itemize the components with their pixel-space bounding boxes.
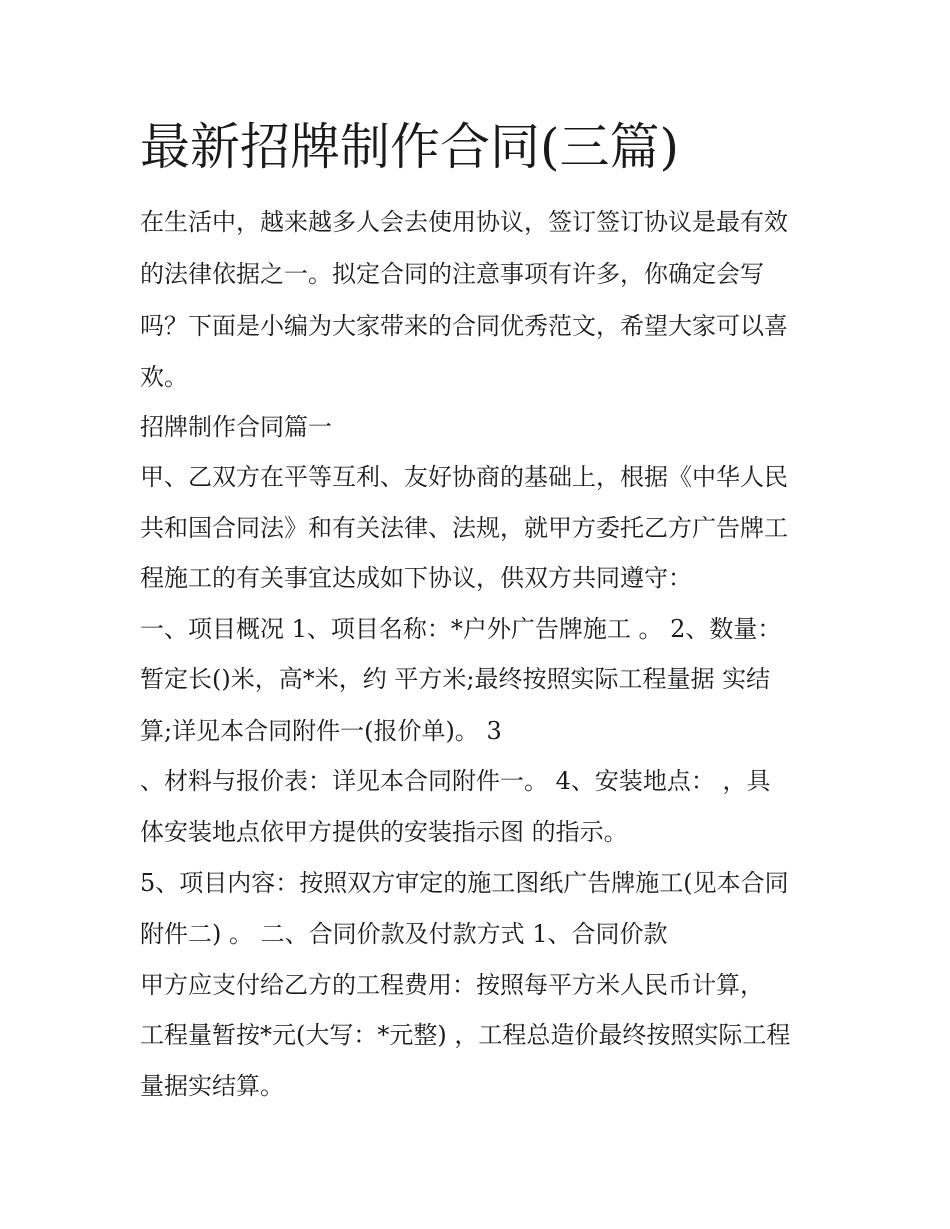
body-line: 算;详见本合同附件一(报价单)。 3 (140, 717, 502, 745)
body-line: 一、项目概况 1、项目名称：*户外广告牌施工 。 2、数量： (140, 615, 782, 643)
body-line: 量据实结算。 (140, 1072, 284, 1100)
body-line: 甲方应支付给乙方的工程费用：按照每平方米人民币计算， (140, 971, 764, 999)
body-line: 工程量暂按*元(大写：*元整) ，工程总造价最终按照实际工程 (140, 1021, 791, 1049)
body-line: 、材料与报价表：详见本合同附件一。 4、安装地点： ，具 (140, 767, 771, 795)
body-line: 暂定长()米，高*米，约 平方米;最终按照实际工程量据 实结 (140, 665, 771, 693)
body-line: 共和国合同法》和有关法律、法规，就甲方委托乙方广告牌工 (140, 514, 788, 542)
body-line: 在生活中，越来越多人会去使用协议，签订签订协议是最有效 (140, 208, 788, 236)
body-line: 甲、乙双方在平等互利、友好协商的基础上，根据《中华人民 (140, 463, 788, 491)
body-line: 体安装地点依甲方提供的安装指示图 的指示。 (140, 818, 628, 846)
section-heading: 招牌制作合同篇一 (140, 413, 332, 441)
body-line: 吗？下面是小编为大家带来的合同优秀范文，希望大家可以喜 (140, 312, 788, 340)
body-line: 5、项目内容：按照双方审定的施工图纸广告牌施工(见本合同 (140, 869, 789, 897)
document-title: 最新招牌制作合同(三篇) (140, 118, 680, 176)
body-line: 欢。 (140, 363, 188, 391)
body-line: 的法律依据之一。拟定合同的注意事项有许多，你确定会写 (140, 260, 764, 288)
body-line: 程施工的有关事宜达成如下协议，供双方共同遵守： (140, 564, 692, 592)
body-line: 附件二) 。 二、合同价款及付款方式 1、合同价款 (140, 920, 668, 948)
